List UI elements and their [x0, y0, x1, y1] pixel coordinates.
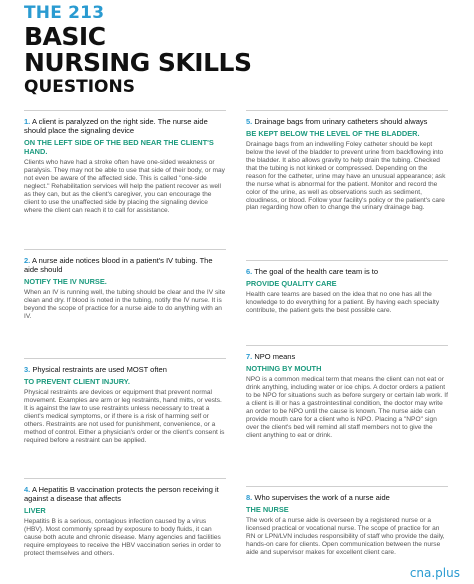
explanation-4: Hepatitis B is a serious, contagious infection caused by a virus (HBV). Most commonly spread by exposure to body fluids, it can cause both acute and chronic disease. Many agencies and facilities require employees to receive the HBV vaccination series in order to protect themselves and others. — [24, 518, 221, 558]
question-text: The goal of the health care team is to — [254, 267, 379, 276]
question-card-3 — [24, 358, 226, 478]
explanation-7: NPO is a common medical term that means the client can not eat or drink anything, including water or ice chips. A doctor orders a patient to be NPO for situations such as before surgery or certain lab work. If a client is ill or has a gastrointestinal condition, the doctor may write an order to be NPO until the cause is known. The nurse aide can provide mouth care for a client who is NPO. Placing a "NPO" sign over the client's bed will remind all staff members not to give the client anything to eat or drink. — [246, 376, 448, 439]
explanation-8: The work of a nurse aide is overseen by a registered nurse or a licensed practical or vocational nurse. The scope of practice for an RN or LPN/LVN includes responsibility of staff who provide the daily, hands-on care for clients. Open communication between the nurse aide and supervisor makes for excellent client care. — [246, 517, 445, 556]
question-number: 7. — [246, 352, 253, 361]
question-2 — [24, 256, 226, 274]
question-card-7 — [246, 345, 448, 486]
question-card-6 — [246, 260, 448, 345]
explanation-3: Physical restraints are devices or equipment that prevent normal movement. Examples are arm or leg restraints, hand mitts, or vests. It is against the law to use restraints unless necessary to treat a client's medical symptoms, or if there is a risk of harming self or others. Restraints are not used for punishment, convenience, or a method of control. Either a physician's order or the client's consent is required before a restraint can be applied. — [24, 389, 225, 444]
explanation-5: Drainage bags from an indwelling Foley catheter should be kept below the level of the bladder to prevent urine from backflowing into the bladder. It also allows gravity to help drain the tubing. Checked that the tubing is not kinked or compressed. Depending on the reason for the catheter, urine may have an unusual appearance; ask the nurse what is abnormal for the patient. Monitor and record the color of the urine, as well as observations such as sediment, cloudiness, or blood. Follow your facility's policy or the patient's care plan regarding how often to change the urinary drainage bag. — [246, 141, 446, 212]
question-text: NPO means — [254, 352, 296, 361]
question-6 — [246, 267, 448, 276]
explanation-6: Health care teams are based on the idea that no one has all the knowledge to do everything for a patient. By having each specialty contribute, the patient gets the best possible care. — [246, 291, 440, 315]
question-card-4 — [24, 478, 226, 558]
title-line-1: BASIC — [24, 22, 106, 51]
answer-1: ON THE LEFT SIDE OF THE BED NEAR THE CLIENT'S HAND. — [24, 138, 214, 157]
question-3 — [24, 365, 226, 374]
answer-3: TO PREVENT CLIENT INJURY. — [24, 377, 130, 387]
brand-logo: cna.plus — [409, 566, 460, 580]
question-text: A nurse aide notices blood in a patient's IV tubing. The aide should — [24, 256, 213, 275]
kicker: THE 213 — [24, 3, 105, 23]
explanation-1: Clients who have had a stroke often have one-sided weakness or paralysis. They may not be able to use that side of their body, or may not even be aware of the affected side. This is called "one-side neglect." Rehabilitation services will help the patient recover as well as they can, but as the client's caregiver, you can encourage the client to use the unaffected side by placing the signaling device where the client can reach it to call for assistance. — [24, 159, 225, 214]
question-card-2 — [24, 249, 226, 358]
question-number: 3. — [24, 365, 31, 374]
question-text: Drainage bags from urinary catheters should always — [254, 117, 428, 126]
question-7 — [246, 352, 448, 361]
right-column — [246, 110, 448, 557]
answer-4: LIVER — [24, 506, 46, 516]
subtitle: QUESTIONS — [24, 77, 135, 97]
question-card-5 — [246, 110, 448, 260]
question-number: 6. — [246, 267, 253, 276]
answer-5: BE KEPT BELOW THE LEVEL OF THE BLADDER. — [246, 129, 420, 139]
answer-8: THE NURSE — [246, 505, 289, 515]
question-card-1 — [24, 110, 226, 249]
question-number: 2. — [24, 256, 31, 265]
question-1 — [24, 117, 226, 135]
question-text: Physical restraints are used MOST often — [32, 365, 167, 374]
explanation-2: When an IV is running well, the tubing should be clear and the IV site clean and dry. If blood is noted in the tubing, notify the IV nurse. It is beyond the scope of practice for a nurse aide to do anything with an IV. — [24, 289, 226, 321]
question-number: 4. — [24, 485, 31, 494]
answer-2: NOTIFY THE IV NURSE. — [24, 277, 107, 287]
question-number: 5. — [246, 117, 253, 126]
question-5 — [246, 117, 448, 126]
question-text: A client is paralyzed on the right side. The nurse aide should place the signaling device — [24, 117, 208, 136]
question-number: 1. — [24, 117, 31, 126]
question-text: A Hepatitis B vaccination protects the person receiving it against a disease that affects — [24, 485, 219, 504]
left-column — [24, 110, 226, 558]
question-card-8 — [246, 486, 448, 557]
title-line-2: NURSING SKILLS — [24, 48, 252, 77]
question-8 — [246, 493, 448, 502]
answer-7: NOTHING BY MOUTH — [246, 364, 322, 374]
question-4 — [24, 485, 226, 503]
answer-6: PROVIDE QUALITY CARE — [246, 279, 337, 289]
question-number: 8. — [246, 493, 253, 502]
question-text: Who supervises the work of a nurse aide — [254, 493, 390, 502]
